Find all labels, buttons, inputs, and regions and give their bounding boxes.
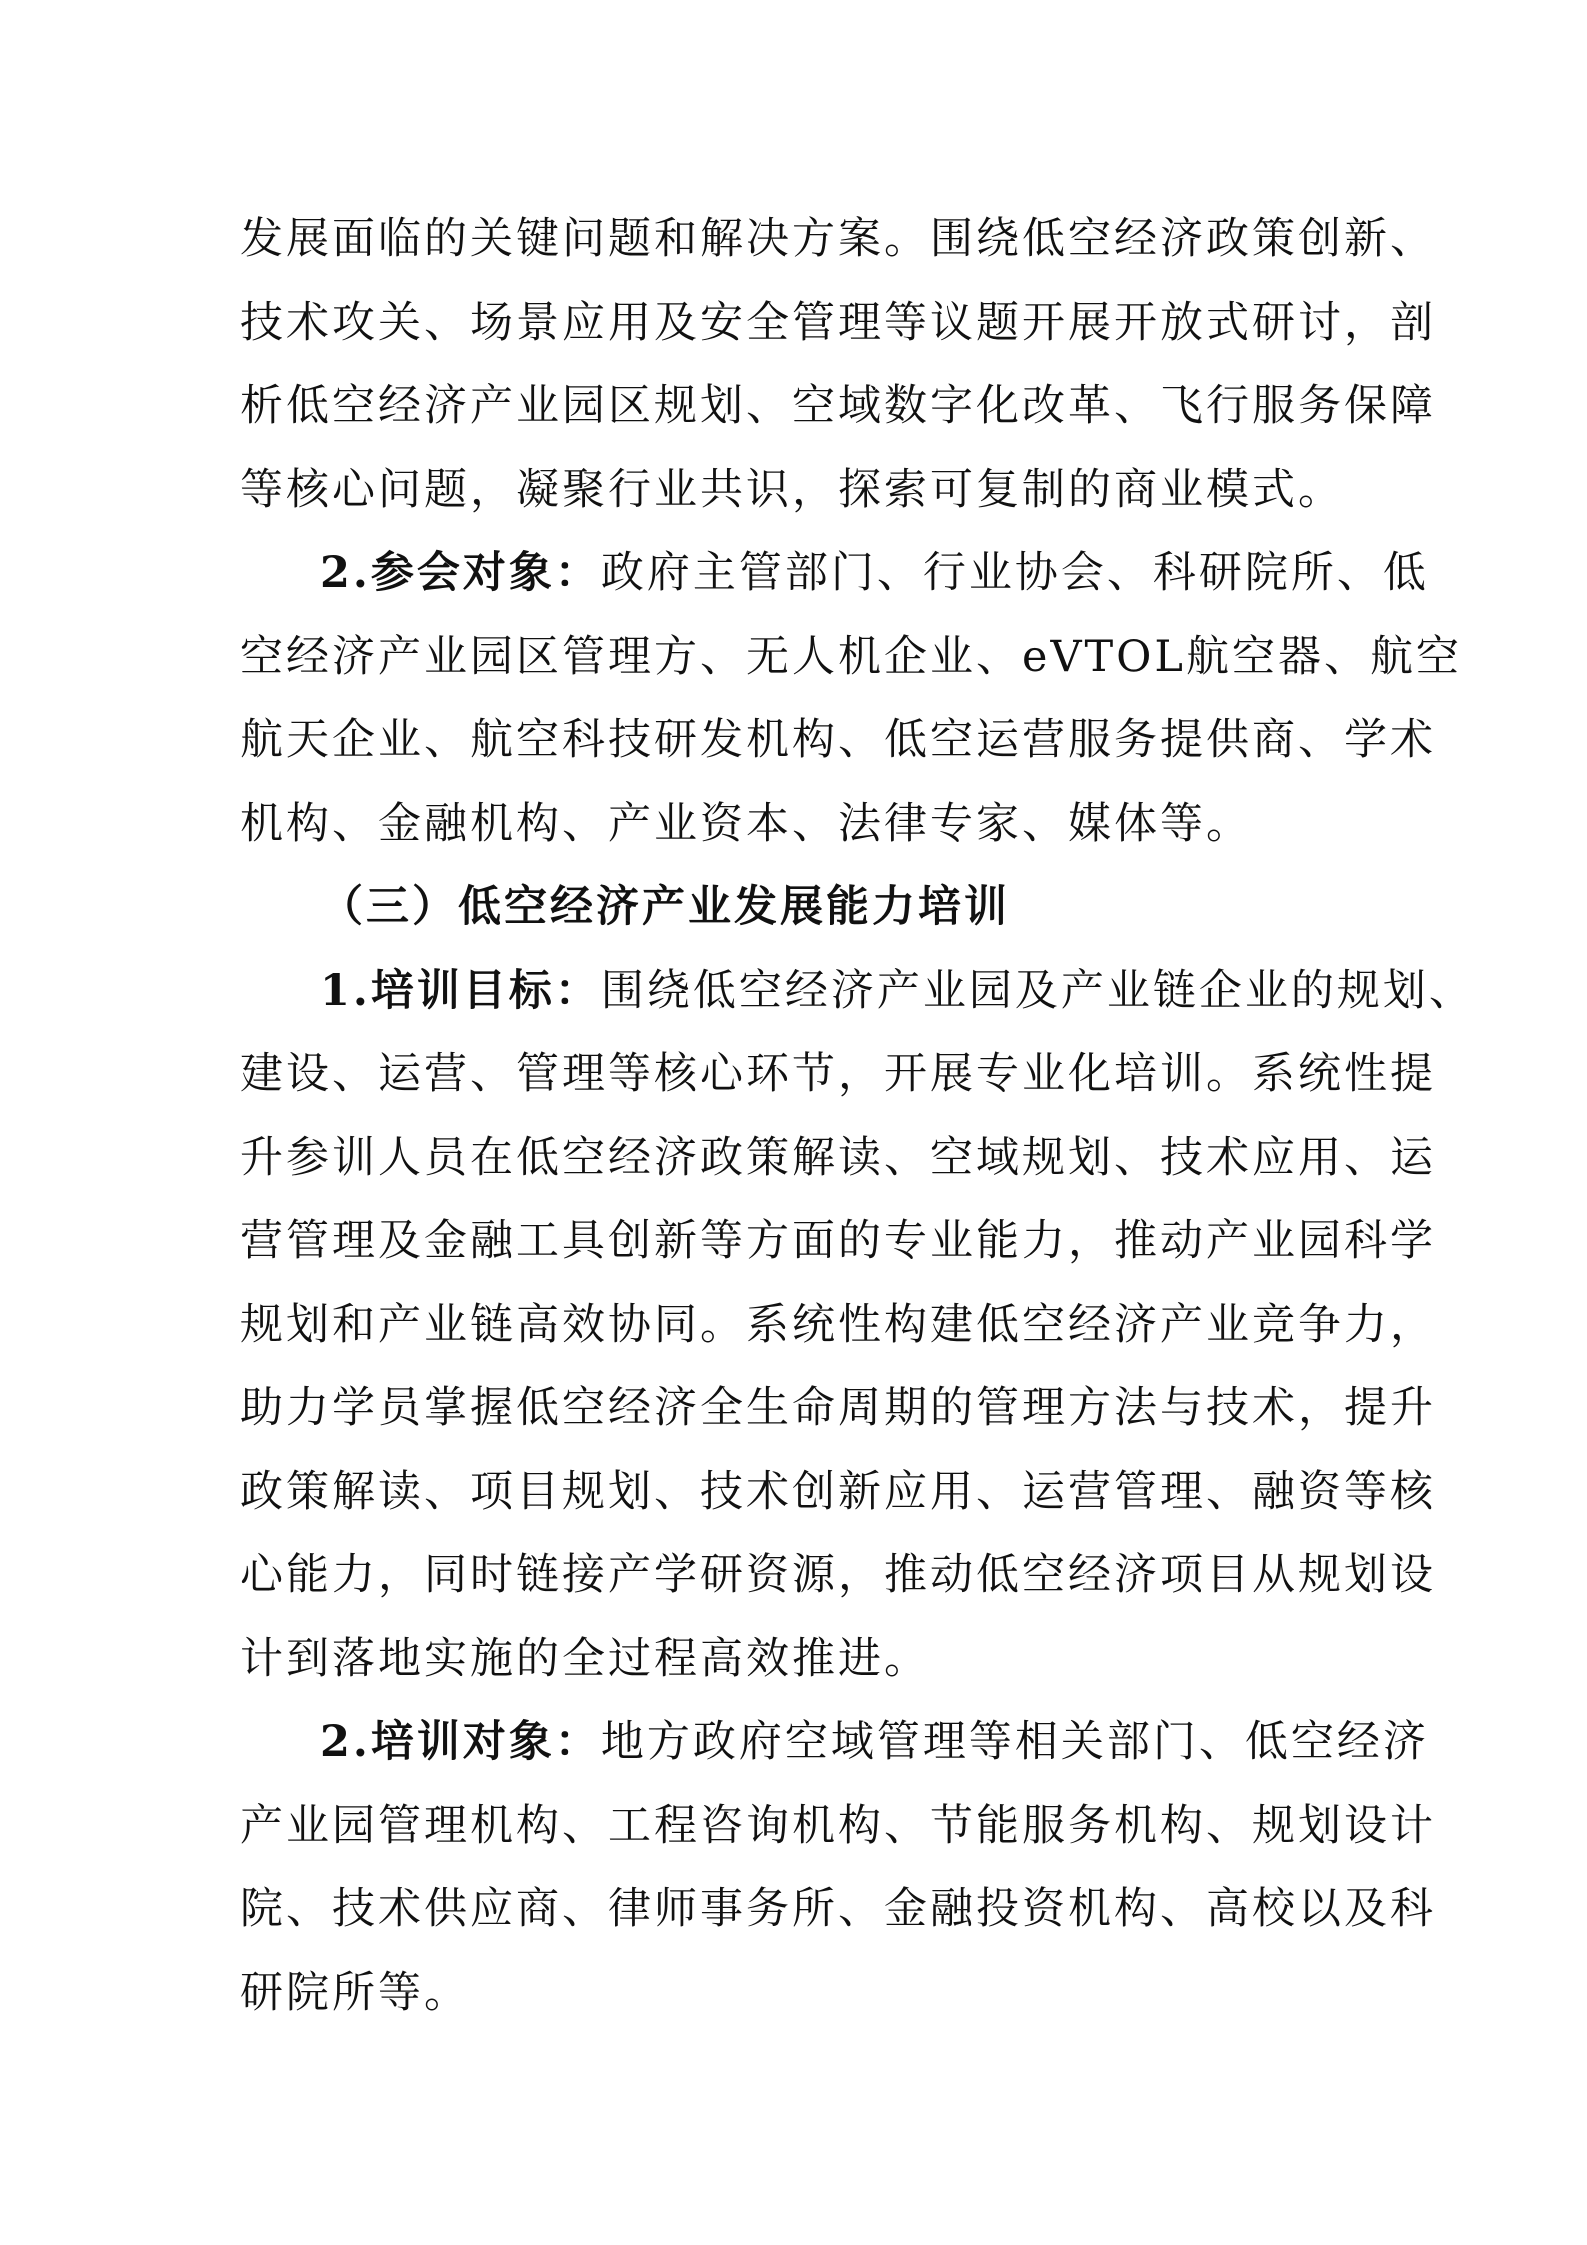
paragraph-line: 空经济产业园区管理方、无人机企业、eVTOL航空器、航空 — [240, 631, 1462, 682]
paragraph-line: 院、技术供应商、律师事务所、金融投资机构、高校以及科 — [240, 1884, 1436, 1934]
training-goal-text: 围绕低空经济产业园及产业链企业的规划、 — [600, 965, 1475, 1016]
training-goal-line — [240, 950, 1475, 1034]
section-heading: （三）低空经济产业发展能力培训 — [320, 882, 1010, 932]
paragraph-line: 建设、运营、管理等核心环节，开展专业化培训。系统性提 — [240, 1049, 1436, 1099]
paragraph-line: 规划和产业链高效协同。系统性构建低空经济产业竞争力， — [240, 1299, 1436, 1350]
participants-text: 政府主管部门、行业协会、科研院所、低 — [600, 548, 1429, 598]
training-targets-text: 地方政府空域管理等相关部门、低空经济 — [600, 1717, 1429, 1767]
paragraph-line: 发展面临的关键问题和解决方案。围绕低空经济政策创新、 — [240, 214, 1436, 264]
paragraph-line: 技术攻关、场景应用及安全管理等议题开展开放式研讨，剖 — [240, 297, 1436, 348]
paragraph-line: 政策解读、项目规划、技术创新应用、运营管理、融资等核 — [240, 1466, 1436, 1517]
document-body — [240, 198, 1475, 2035]
paragraph-line: 研院所等。 — [240, 1967, 470, 2018]
paragraph-line: 升参训人员在低空经济政策解读、空域规划、技术应用、运 — [240, 1132, 1436, 1183]
paragraph-line: 析低空经济产业园区规划、空域数字化改革、飞行服务保障 — [240, 381, 1436, 431]
paragraph-line: 计到落地实施的全过程高效推进。 — [240, 1633, 930, 1684]
training-goal-label: 1.培训目标： — [320, 965, 601, 1016]
paragraph-line: 营管理及金融工具创新等方面的专业能力，推动产业园科学 — [240, 1216, 1436, 1266]
participants-line — [240, 532, 1429, 616]
paragraph-line: 助力学员掌握低空经济全生命周期的管理方法与技术，提升 — [240, 1383, 1436, 1433]
paragraph-line: 机构、金融机构、产业资本、法律专家、媒体等。 — [240, 798, 1252, 849]
training-targets-label: 2.培训对象： — [320, 1717, 601, 1767]
paragraph-line: 产业园管理机构、工程咨询机构、节能服务机构、规划设计 — [240, 1800, 1436, 1851]
paragraph-line: 心能力，同时链接产学研资源，推动低空经济项目从规划设 — [240, 1550, 1436, 1600]
participants-label: 2.参会对象： — [320, 548, 601, 598]
paragraph-line: 航天企业、航空科技研发机构、低空运营服务提供商、学术 — [240, 715, 1436, 765]
paragraph-line: 等核心问题，凝聚行业共识，探索可复制的商业模式。 — [240, 464, 1344, 515]
training-targets-line — [240, 1701, 1429, 1785]
